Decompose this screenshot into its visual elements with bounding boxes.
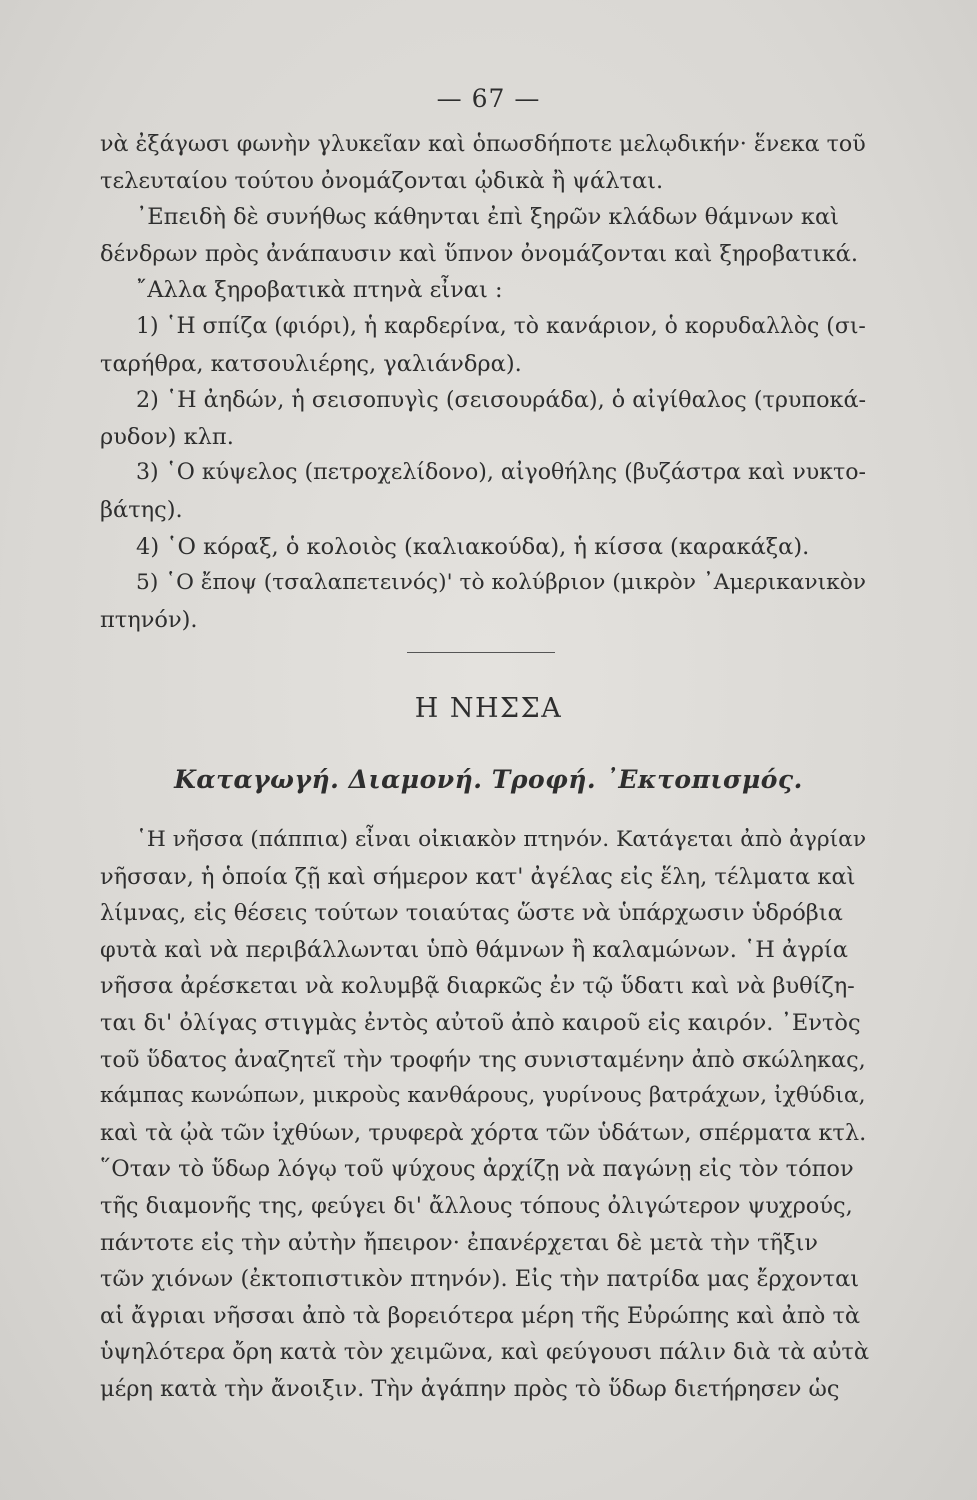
text-line: πάντοτε εἰς τὴν αὐτὴν ἤπειρον· ἐπανέρχεται δὲ μετὰ τὴν τῆξιν — [100, 1229, 818, 1256]
text-line: ὑψηλότερα ὄρη κατὰ τὸν χειμῶνα, καὶ φεύγουσι πάλιν διὰ τὰ αὐτὰ — [100, 1339, 870, 1366]
text-line: νὰ ἐξάγωσι φωνὴν γλυκεῖαν καὶ ὁπωσδήποτε μελῳδικήν· ἕνεκα τοῦ — [100, 131, 866, 157]
list-item: 2) ῾Η ἀηδών, ἡ σεισοπυγὶς (σεισουράδα), ὁ αἰγίθαλος (τρυποκά- — [136, 387, 867, 414]
text-line: καὶ τὰ ᾠὰ τῶν ἰχθύων, τρυφερὰ χόρτα τῶν ὑδάτων, σπέρματα κτλ. — [100, 1119, 867, 1146]
text-line: νῆσσαν, ἡ ὁποία ζῇ καὶ σήμερον κατ' ἀγέλας εἰς ἕλη, τέλματα καὶ — [100, 863, 856, 890]
text-line: ταρήθρα, κατσουλιέρης, γαλιάνδρα). — [100, 350, 522, 377]
text-line: κάμπας κωνώπων, μικροὺς κανθάρους, γυρίνους βατράχων, ἰχθύδια, — [100, 1083, 866, 1109]
text-line: πτηνόν). — [100, 606, 198, 633]
list-item: 5) ῾Ο ἔποψ (τσαλαπετεινός)' τὸ κολύβριον (μικρὸν ᾿Αμερικανικὸν — [136, 570, 867, 596]
body-text — [100, 822, 870, 1408]
text-line: ται δι' ὀλίγας στιγμὰς ἐντὸς αὐτοῦ ἀπὸ καιροῦ εἰς καιρόν. ᾿Εντὸς — [100, 1009, 861, 1036]
text-line: νῆσσα ἀρέσκεται νὰ κολυμβᾷ διαρκῶς ἐν τῷ ὕδατι καὶ νὰ βυθίζη- — [100, 973, 855, 1000]
section-subtitle: Καταγωγή. Διαμονή. Τροφή. ᾿Εκτοπισμός. — [174, 765, 803, 794]
text-line: βάτης). — [100, 496, 183, 523]
text-line: ῾Η νῆσσα (πάππια) εἶναι οἰκιακὸν πτηνόν. Κατάγεται ἀπὸ ἀγρίαν — [136, 827, 867, 852]
text-line: τελευταίου τούτου ὀνομάζονται ᾠδικὰ ἢ ψάλται. — [100, 167, 664, 194]
text-line: ῎Αλλα ξηροβατικὰ πτηνὰ εἶναι : — [136, 277, 503, 304]
text-line: αἱ ἄγριαι νῆσσαι ἀπὸ τὰ βορειότερα μέρη τῆς Εὐρώπης καὶ ἀπὸ τὰ — [100, 1302, 861, 1329]
text-line: φυτὰ καὶ νὰ περιβάλλωνται ὑπὸ θάμνων ἢ καλαμώνων. ῾Η ἀγρία — [100, 936, 848, 963]
text-line: μέρη κατὰ τὴν ἄνοιξιν. Τὴν ἀγάπην πρὸς τὸ ὕδωρ διετήρησεν ὡς — [100, 1375, 840, 1402]
text-line: ᾿Επειδὴ δὲ συνήθως κάθηνται ἐπὶ ξηρῶν κλάδων θάμνων καὶ — [136, 204, 839, 231]
text-line: λίμνας, εἰς θέσεις τούτων τοιαύτας ὥστε νὰ ὑπάρχωσιν ὑδρόβια — [100, 900, 843, 927]
list-item: 4) ῾Ο κόραξ, ὁ κολοιὸς (καλιακούδα), ἡ κίσσα (καρακάξα). — [136, 533, 810, 560]
section-divider — [407, 652, 555, 653]
text-line: ῞Οταν τὸ ὕδωρ λόγῳ τοῦ ψύχους ἀρχίζῃ νὰ παγώνῃ εἰς τὸν τόπον — [100, 1156, 854, 1183]
text-line: τῶν χιόνων (ἐκτοπιστικὸν πτηνόν). Εἰς τὴν πατρίδα μας ἔρχονται — [100, 1266, 860, 1293]
text-line: δένδρων πρὸς ἀνάπαυσιν καὶ ὕπνον ὀνομάζονται καὶ ξηροβατικά. — [100, 240, 859, 267]
intro-text — [100, 126, 870, 638]
text-line: τῆς διαμονῆς της, φεύγει δι' ἄλλους τόπους ὀλιγώτερον ψυχρούς, — [100, 1192, 853, 1219]
text-line: τοῦ ὕδατος ἀναζητεῖ τὴν τροφήν της συνισταμένην ἀπὸ σκώληκας, — [100, 1046, 866, 1073]
section-title: Η ΝΗΣΣΑ — [414, 693, 563, 724]
page-number: — 67 — — [436, 84, 541, 113]
list-item: 3) ῾Ο κύψελος (πετροχελίδονο), αἰγοθήλης (βυζάστρα καὶ νυκτο- — [136, 460, 866, 486]
list-item: 1) ῾Η σπίζα (φιόρι), ἡ καρδερίνα, τὸ κανάριον, ὁ κορυδαλλὸς (σι- — [136, 313, 866, 339]
text-line: ρυδον) κλπ. — [100, 423, 234, 450]
